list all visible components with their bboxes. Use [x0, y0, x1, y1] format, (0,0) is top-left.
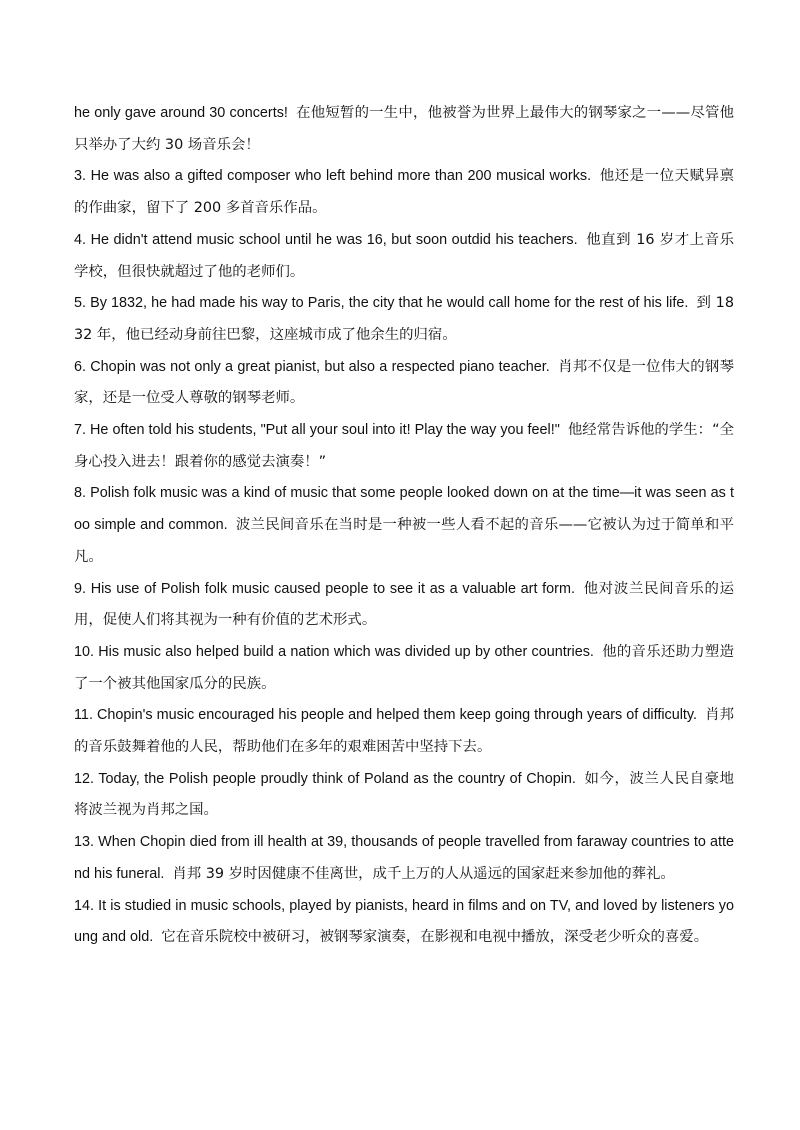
sentence-item-10	[74, 637, 734, 700]
english-sentence: 6. Chopin was not only a great pianist, but also a respected piano teacher.	[74, 358, 550, 375]
english-sentence: 5. By 1832, he had made his way to Paris, the city that he would call home for the rest of his life.	[74, 295, 689, 312]
chinese-translation: 肖邦 39 岁时因健康不佳离世，成千上万的人从遥远的国家赶来参加他的葬礼。	[172, 865, 675, 882]
chinese-translation: 在他短暂的一生中，他被誉为世界上最伟大的钢琴家之一——尽管他只举办了大约 30 场音乐会！	[74, 105, 734, 153]
english-sentence: 11. Chopin's music encouraged his people and helped them keep going through years of difficulty.	[74, 707, 698, 724]
document-body	[74, 98, 734, 954]
sentence-item-4	[74, 225, 734, 288]
english-sentence: 4. He didn't attend music school until he was 16, but soon outdid his teachers.	[74, 231, 578, 248]
english-sentence: 13. When Chopin died from ill health at 39, thousands of people travelled from faraway countries to attend his funeral.	[74, 834, 734, 882]
chinese-translation: 到 1832 年，他已经动身前往巴黎，这座城市成了他余生的归宿。	[74, 295, 734, 343]
english-sentence: he only gave around 30 concerts!	[74, 105, 288, 121]
sentence-item-14	[74, 891, 734, 954]
chinese-translation: 他还是一位天赋异禀的作曲家，留下了 200 多首音乐作品。	[74, 168, 734, 217]
sentence-item-2	[74, 98, 734, 161]
sentence-item-8	[74, 478, 734, 573]
sentence-item-3	[74, 161, 734, 224]
chinese-translation: 他的音乐还助力塑造了一个被其他国家瓜分的民族。	[74, 643, 734, 692]
sentence-item-9	[74, 574, 734, 637]
chinese-translation: 肖邦的音乐鼓舞着他的人民，帮助他们在多年的艰难困苦中坚持下去。	[74, 707, 734, 756]
chinese-translation: 他直到 16 岁才上音乐学校，但很快就超过了他的老师们。	[74, 231, 734, 280]
chinese-translation: 他对波兰民间音乐的运用，促使人们将其视为一种有价值的艺术形式。	[74, 580, 734, 629]
chinese-translation: 肖邦不仅是一位伟大的钢琴家，还是一位受人尊敬的钢琴老师。	[74, 358, 734, 407]
sentence-item-5	[74, 288, 734, 351]
sentence-item-13	[74, 827, 734, 890]
sentence-item-7	[74, 415, 734, 478]
english-sentence: 9. His use of Polish folk music caused people to see it as a valuable art form.	[74, 580, 575, 597]
english-sentence: 14. It is studied in music schools, played by pianists, heard in films and on TV, and loved by listeners young and old.	[74, 897, 734, 946]
english-sentence: 7. He often told his students, "Put all your soul into it! Play the way you feel!"	[74, 422, 560, 439]
english-sentence: 12. Today, the Polish people proudly think of Poland as the country of Chopin.	[74, 770, 576, 787]
chinese-translation: 波兰民间音乐在当时是一种被一些人看不起的音乐——它被认为过于简单和平凡。	[74, 517, 734, 565]
english-sentence: 10. His music also helped build a nation which was divided up by other countries.	[74, 643, 594, 660]
sentence-item-12	[74, 764, 734, 827]
chinese-translation: 如今，波兰人民自豪地将波兰视为肖邦之国。	[74, 770, 734, 819]
english-sentence: 8. Polish folk music was a kind of music that some people looked down on at the time—it was seen as too simple and common.	[74, 485, 734, 534]
english-sentence: 3. He was also a gifted composer who left behind more than 200 musical works.	[74, 168, 592, 185]
sentence-item-11	[74, 700, 734, 763]
chinese-translation: 它在音乐院校中被研习，被钢琴家演奏，在影视和电视中播放，深受老少听众的喜爱。	[161, 929, 709, 946]
sentence-item-6	[74, 352, 734, 415]
chinese-translation: 他经常告诉他的学生：“全身心投入进去！跟着你的感觉去演奏！”	[74, 422, 734, 470]
